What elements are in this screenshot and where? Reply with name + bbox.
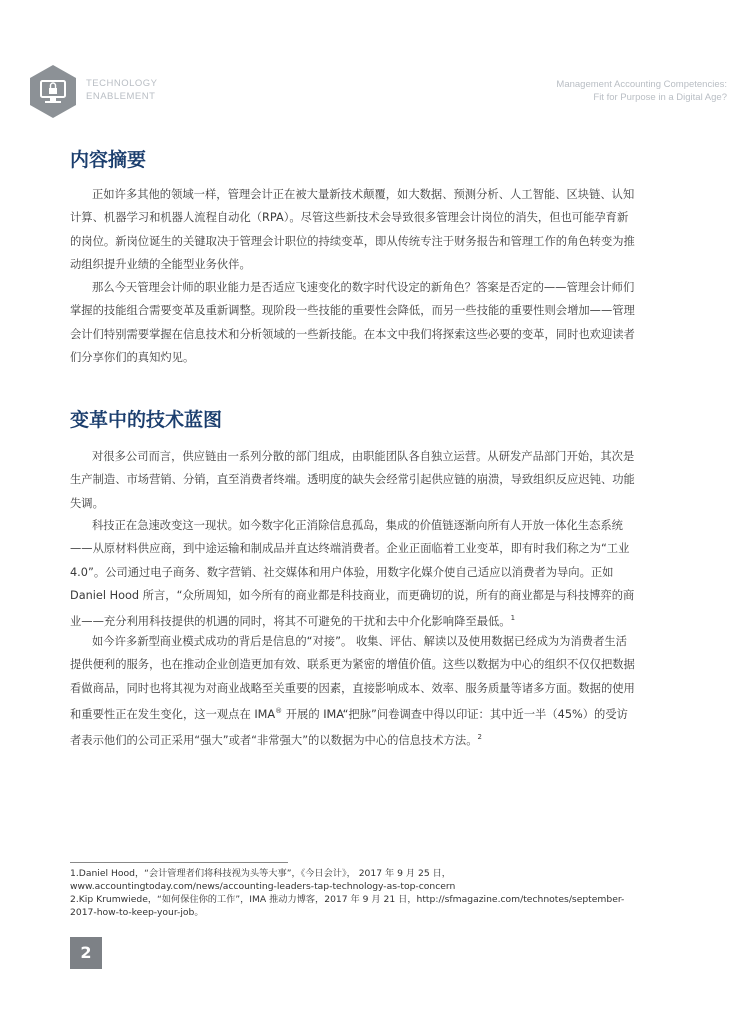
abstract-paragraph-1: 正如许多其他的领域一样，管理会计正在被大量新技术颠覆，如大数据、预测分析、人工智能、区块链、认知计算、机器学习和机器人流程自动化（RPA）。尽管这些新技术会导致很多管理会计岗位的消失，但也可能孕育新的岗位。新岗位诞生的关键取决于管理会计职位的持续变革，即从传统专注于财务报告和管理工作的角色转变为推动组织提升业绩的全能型业务伙伴。 — [70, 188, 635, 271]
page-number: 2 — [70, 937, 102, 969]
footnote-divider — [70, 862, 288, 863]
blueprint-paragraph-2 — [70, 514, 638, 633]
blueprint-heading: 变革中的技术蓝图 — [70, 409, 223, 431]
blueprint-paragraph-3 — [70, 630, 638, 752]
blueprint-paragraph-3-cont: 开展的 IMA“把脉”问卷调查中得以印证：其中近一半（45%）的受访者表示他们的公司正采用“强大”或者“非常强大”的以数据为中心的信息技术方法。 — [70, 707, 628, 747]
document-title — [556, 78, 727, 104]
document-title-line2: Fit for Purpose in a Digital Age? — [593, 92, 727, 103]
section-label-line1: TECHNOLOGY — [86, 78, 158, 89]
section-label-line2: ENABLEMENT — [86, 91, 156, 102]
blueprint-paragraph-3-text: 如今许多新型商业模式成功的背后是信息的“对接”。 收集、评估、解读以及使用数据已经成为为消费者生活提供便利的服务，也在推动企业创造更加有效、联系更为紧密的增值价值。这些以数据为中心的组织不仅仅把数据看做商品，同时也将其视为对商业战略至关重要的因素，直接影响成本、效率、服务质量等诸多方面。数据的使用和重要性正在发生变化，这一观点在 IMA — [70, 635, 635, 721]
registered-mark: ® — [275, 706, 283, 715]
locked-monitor-icon — [28, 64, 78, 119]
blueprint-paragraph-2-text: 科技正在急速改变这一现状。如今数字化正消除信息孤岛，集成的价值链逐渐向所有人开放一体化生态系统——从原材料供应商，到中途运输和制成品并直达终端消费者。企业正面临着工业变革，即有时我们称之为“工业 4.0”。公司通过电子商务、数字营销、社交媒体和用户体验，用数字化媒介使自己适应以消费者为导向。正如 Daniel Hood 所言，“众所周知，如今所有的商业都是科技商业，而更确切的说，所有的商业都是与科技博弈的商业——充分利用科技提供的机遇的同时，将其不可避免的干扰和去中介化影响降至最低。 — [70, 519, 635, 628]
footnote-2: 2.Kip Krumwiede，“如何保住你的工作”，IMA 推动力博客，2017 年 9 月 21 日，http://sfmagazine.com/technotes/september-2017-how-to-keep-your-job。 — [70, 894, 625, 918]
footnote-1: 1.Daniel Hood，“会计管理者们将科技视为头等大事”，《今日会计》， 2017 年 9 月 25 日，www.accountingtoday.com/news/accounting-leaders-tap-technology-as-top-concern — [70, 868, 456, 892]
document-title-line1: Management Accounting Competencies: — [556, 79, 727, 90]
footnote-ref-1: 1 — [510, 614, 516, 623]
abstract-paragraph-2: 那么今天管理会计师的职业能力是否适应飞速变化的数字时代设定的新角色？答案是否定的——管理会计师们掌握的技能组合需要变革及重新调整。现阶段一些技能的重要性会降低，而另一些技能的重要性则会增加——管理会计们特别需要掌握在信息技术和分析领域的一些新技能。在本文中我们将探索这些必要的变革，同时也欢迎读者们分享你们的真知灼见。 — [70, 281, 635, 364]
section-label — [86, 77, 158, 103]
blueprint-paragraph-1: 对很多公司而言，供应链由一系列分散的部门组成，由职能团队各自独立运营。从研发产品部门开始，其次是生产制造、市场营销、分销，直至消费者终端。透明度的缺失会经常引起供应链的崩溃，导致组织反应迟钝、功能失调。 — [70, 450, 635, 510]
abstract-heading: 内容摘要 — [70, 149, 147, 171]
footnote-ref-2: 2 — [477, 732, 482, 741]
